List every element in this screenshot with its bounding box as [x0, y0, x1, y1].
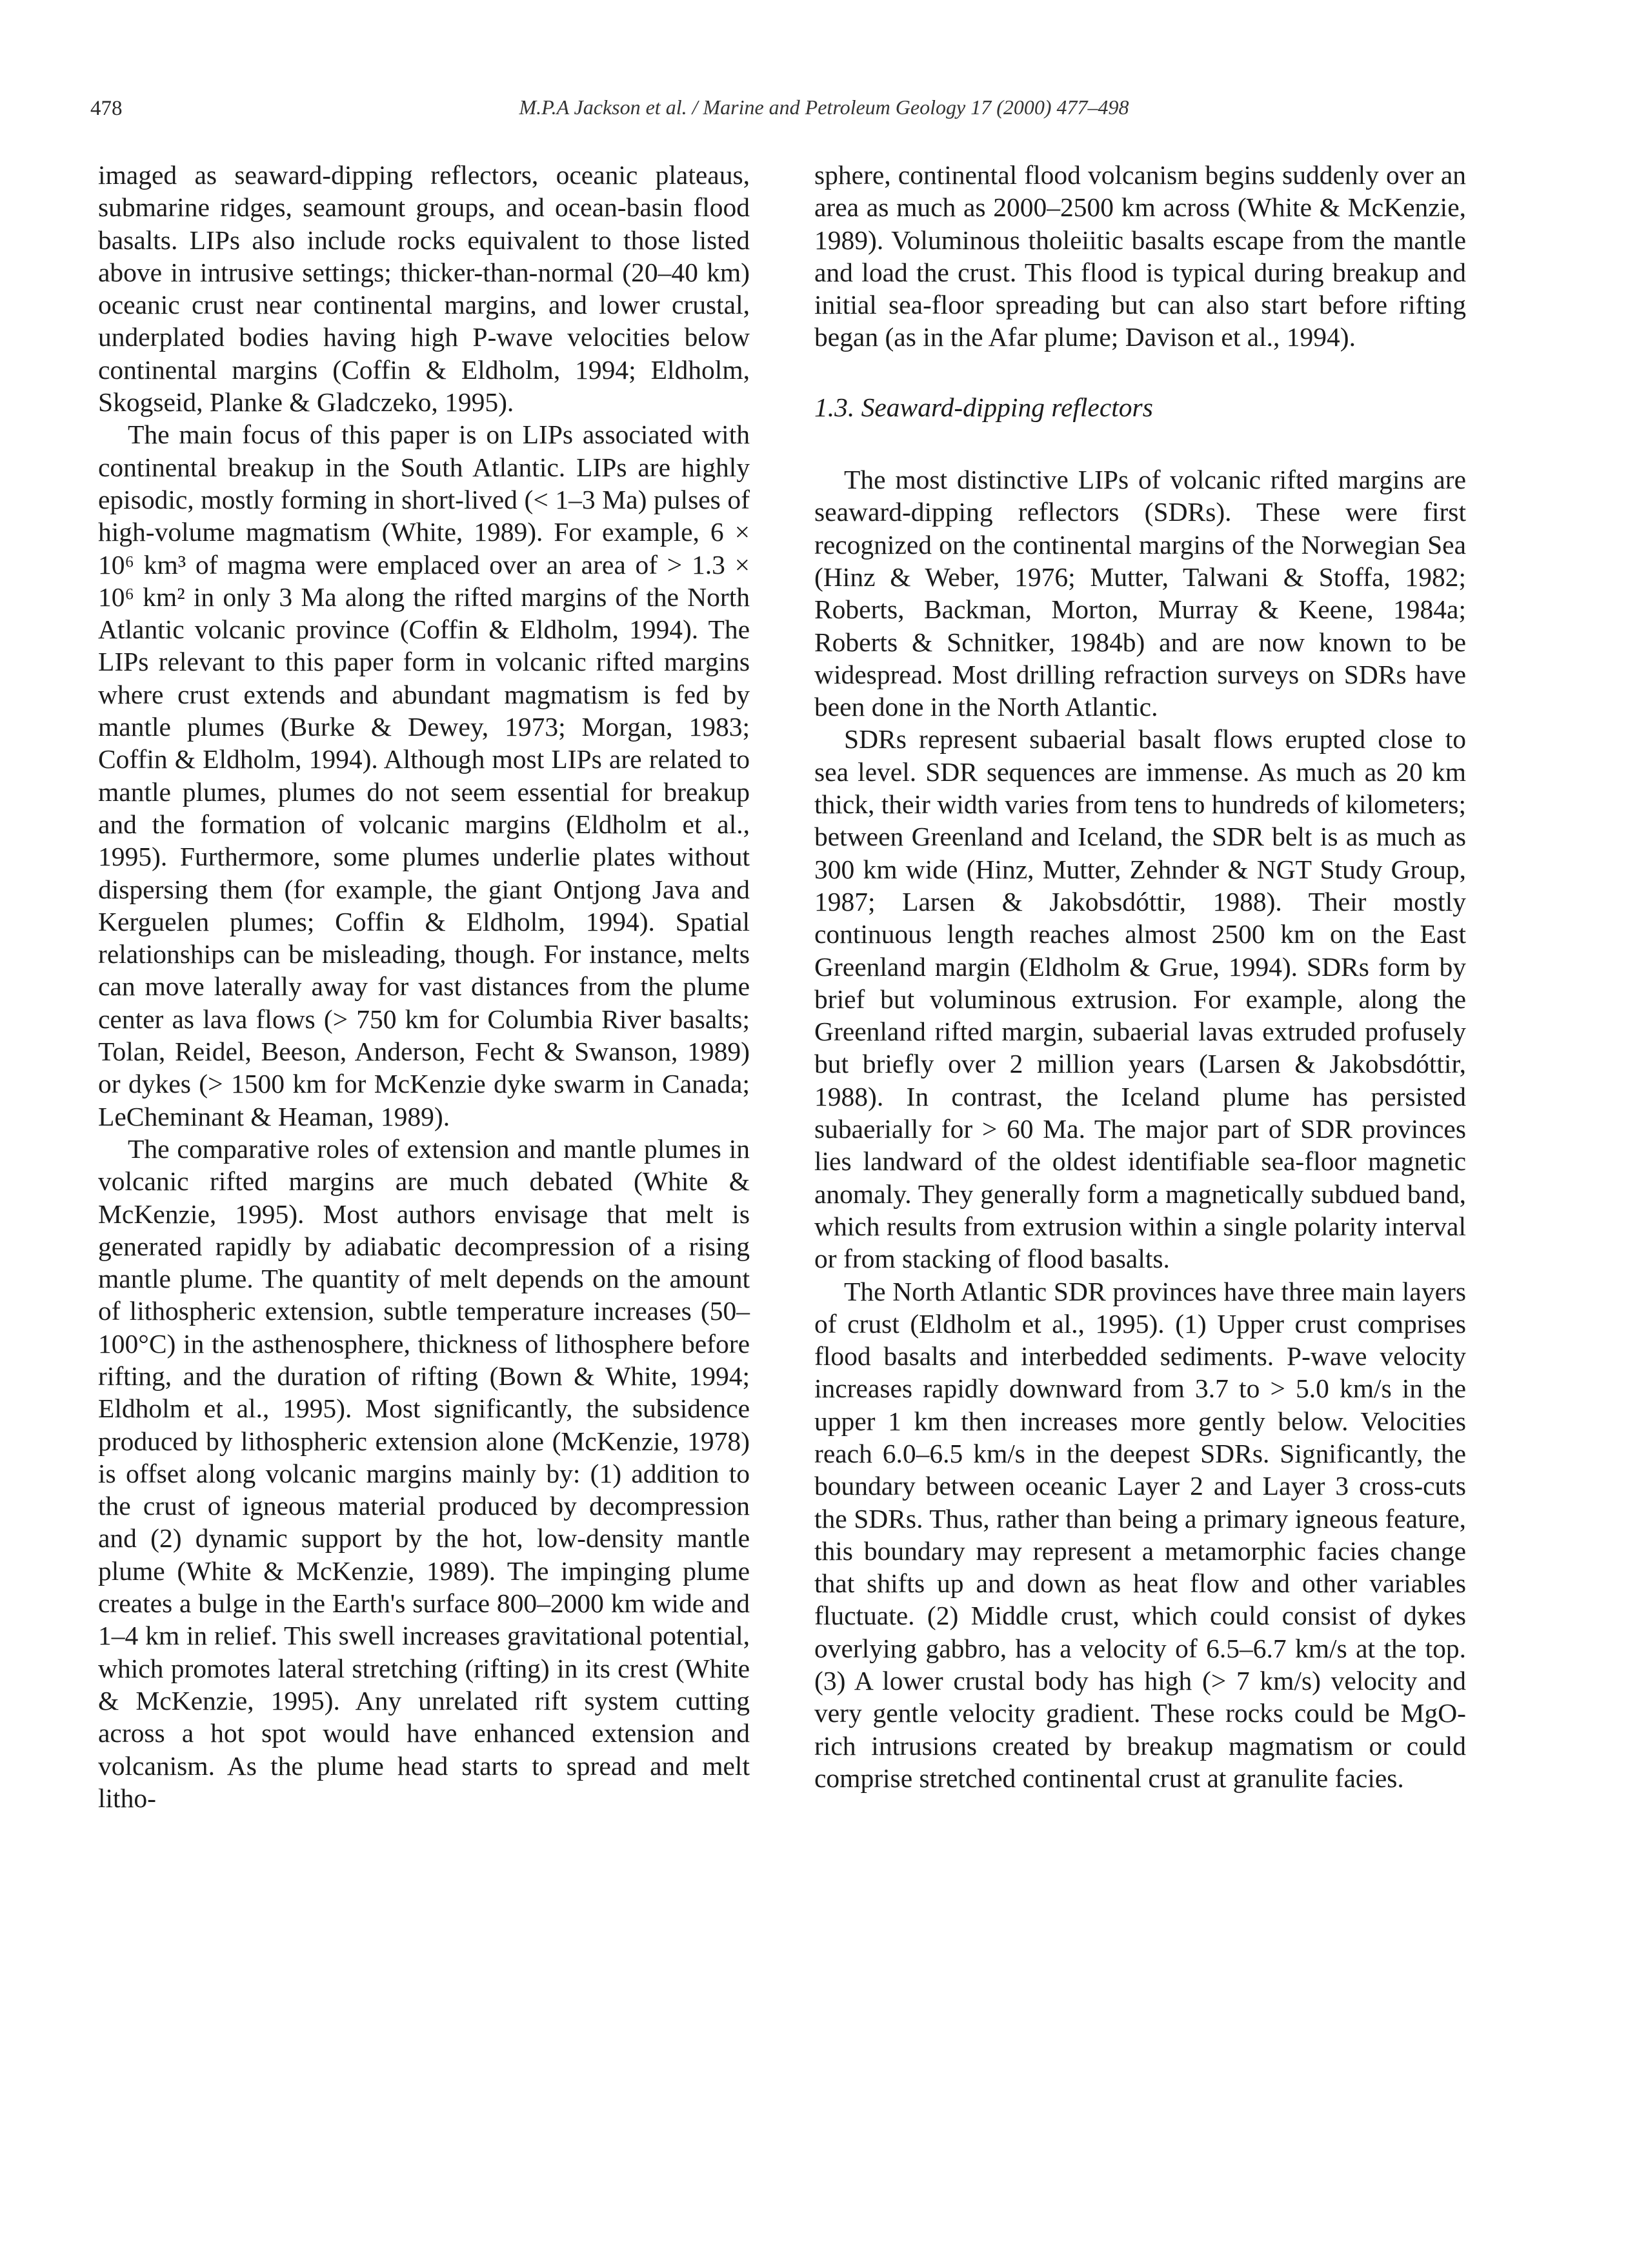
paragraph: The North Atlantic SDR provinces have three main layers of crust (Eldholm et al., 1995). (1) Upper crust comprises flood basalts and interbedded sediments. P-wave velocity increases rapidly downward from 3.7 to > 5.0 km/s in the upper 1 km then increases more gently below. Velocities reach 6.0–6.5 km/s in the deepest SDRs. Significantly, the boundary between oceanic Layer 2 and Layer 3 cross-cuts the SDRs. Thus, rather than being a primary igneous feature, this boundary may represent a metamorphic facies change that shifts up and down as heat flow and other variables fluctuate. (2) Middle crust, which could consist of dykes overlying gabbro, has a velocity of 6.5–6.7 km/s at the top. (3) A lower crustal body has high (> 7 km/s) velocity and very gentle velocity gradient. These rocks could be MgO-rich intrusions created by breakup magmatism or could comprise stretched continental crust at granulite facies. [814, 1276, 1466, 1793]
left-column [98, 159, 750, 1814]
right-column [814, 159, 1466, 1794]
paragraph: The main focus of this paper is on LIPs associated with continental breakup in the South Atlantic. LIPs are highly episodic, mostly forming in short-lived (< 1–3 Ma) pulses of high-volume magmatism (White, 1989). For example, 6 × 10⁶ km³ of magma were emplaced over an area of > 1.3 × 10⁶ km² in only 3 Ma along the rifted margins of the North Atlantic volcanic province (Coffin & Eldholm, 1994). The LIPs relevant to this paper form in volcanic rifted margins where crust extends and abundant magmatism is fed by mantle plumes (Burke & Dewey, 1973; Morgan, 1983; Coffin & Eldholm, 1994). Although most LIPs are related to mantle plumes, plumes do not seem essential for breakup and the formation of volcanic margins (Eldholm et al., 1995). Furthermore, some plumes underlie plates without dispersing them (for example, the giant Ontjong Java and Kerguelen plumes; Coffin & Eldholm, 1994). Spatial relationships can be misleading, though. For instance, melts can move laterally away for vast distances from the plume center as lava flows (> 750 km for Columbia River basalts; Tolan, Reidel, Beeson, Anderson, Fecht & Swanson, 1989) or dykes (> 1500 km for McKenzie dyke swarm in Canada; LeCheminant & Heaman, 1989). [98, 420, 750, 1131]
page-number: 478 [90, 97, 123, 120]
paragraph: sphere, continental flood volcanism begins suddenly over an area as much as 2000–2500 km across (White & McKenzie, 1989). Voluminous tholeiitic basalts escape from the mantle and load the crust. This flood is typical during breakup and initial sea-floor spreading but can also start before rifting began (as in the Afar plume; Davison et al., 1994). [814, 160, 1466, 352]
running-head: M.P.A Jackson et al. / Marine and Petroleum Geology 17 (2000) 477–498 [519, 96, 1129, 119]
paragraph: The most distinctive LIPs of volcanic rifted margins are seaward-dipping reflectors (SDRs). These were first recognized on the continental margins of the Norwegian Sea (Hinz & Weber, 1976; Mutter, Talwani & Stoffa, 1982; Roberts, Backman, Morton, Murray & Keene, 1984a; Roberts & Schnitker, 1984b) and are now known to be widespread. Most drilling refraction surveys on SDRs have been done in the North Atlantic. [814, 465, 1466, 722]
section-title: Seaward-dipping reflectors [861, 392, 1153, 422]
section-heading [814, 391, 1466, 423]
paragraph: imaged as seaward-dipping reflectors, oceanic plateaus, submarine ridges, seamount groups, and ocean-basin flood basalts. LIPs also include rocks equivalent to those listed above in intrusive settings; thicker-than-normal (20–40 km) oceanic crust near continental margins, and lower crustal, underplated bodies having high P-wave velocities below continental margins (Coffin & Eldholm, 1994; Eldholm, Skogseid, Planke & Gladczeko, 1995). [98, 160, 750, 418]
paragraph: SDRs represent subaerial basalt flows erupted close to sea level. SDR sequences are immense. As much as 20 km thick, their width varies from tens to hundreds of kilometers; between Greenland and Iceland, the SDR belt is as much as 300 km wide (Hinz, Mutter, Zehnder & NGT Study Group, 1987; Larsen & Jakobsdóttir, 1988). Their mostly continuous length reaches almost 2500 km on the East Greenland margin (Eldholm & Grue, 1994). SDRs form by brief but voluminous extrusion. For example, along the Greenland rifted margin, subaerial lavas extruded profusely but briefly over 2 million years (Larsen & Jakobsdóttir, 1988). In contrast, the Iceland plume has persisted subaerially for > 60 Ma. The major part of SDR provinces lies landward of the oldest identifiable sea-floor magnetic anomaly. They generally form a magnetically subdued band, which results from extrusion within a single polarity interval or from stacking of flood basalts. [814, 724, 1466, 1274]
paragraph: The comparative roles of extension and mantle plumes in volcanic rifted margins are much debated (White & McKenzie, 1995). Most authors envisage that melt is generated rapidly by adiabatic decompression of a rising mantle plume. The quantity of melt depends on the amount of lithospheric extension, subtle temperature increases (50–100°C) in the asthenosphere, thickness of lithosphere before rifting, and the duration of rifting (Bown & White, 1994; Eldholm et al., 1995). Most significantly, the subsidence produced by lithospheric extension alone (McKenzie, 1978) is offset along volcanic margins mainly by: (1) addition to the crust of igneous material produced by decompression and (2) dynamic support by the hot, low-density mantle plume (White & McKenzie, 1989). The impinging plume creates a bulge in the Earth's surface 800–2000 km wide and 1–4 km in relief. This swell increases gravitational potential, which promotes lateral stretching (rifting) in its crest (White & McKenzie, 1995). Any unrelated rift system cutting across a hot spot would have enhanced extension and volcanism. As the plume head starts to spread and melt litho- [98, 1133, 750, 1813]
section-number: 1.3. [814, 392, 855, 422]
